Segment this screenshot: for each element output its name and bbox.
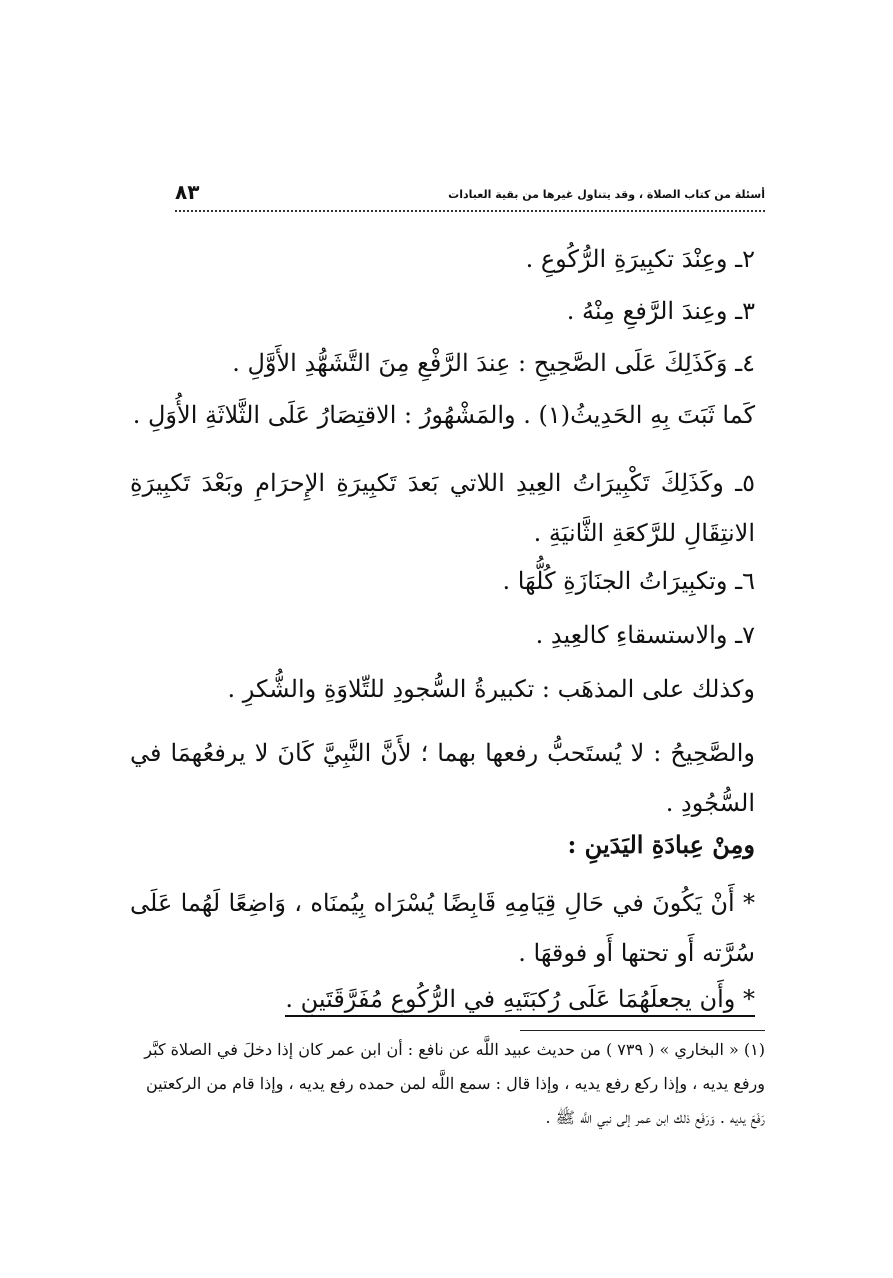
paragraph-hadith-note: كَما ثَبَتَ بِهِ الحَدِيثُ(١) . والمَشْهُورُ : الاقتِصَارُ عَلَى الثَّلاثَةِ الأُوَلِ .: [132, 401, 755, 429]
paragraph-item-4: ٤ـ وَكَذَلِكَ عَلَى الصَّحِيحِ : عِندَ الرَّفْعِ مِنَ التَّشَهُّدِ الأَوَّلِ .: [232, 349, 755, 377]
paragraph-item-6: ٦ـ وتكبِيرَاتُ الجنَازَةِ كُلُّهَا .: [502, 567, 755, 595]
paragraph-madhhab: وكذلك على المذهَب : تكبيرةُ السُّجودِ للتِّلاوَةِ والشُّكرِ .: [227, 675, 755, 703]
paragraph-ruku: [130, 984, 755, 1014]
header-divider: [175, 210, 765, 212]
paragraph-item-3: ٣ـ وعِندَ الرَّفعِ مِنْهُ .: [566, 297, 755, 325]
footnote-line-1: (١) « البخاري » ( ٧٣٩ ) من حديث عبيد اللَّه عن نافع : أن ابن عمر كان إذا دخلَ في الصلاة كبَّر: [144, 1040, 765, 1059]
underlined-text: * وأَن يجعلَهُمَا عَلَى رُكبَتَيهِ في الرُّكُوعِ مُفَرَّقَتَينِ .: [285, 985, 755, 1017]
header-title: أسئلة من كتاب الصلاة ، وقد يتناول غيرها من بقية العبادات: [448, 188, 765, 201]
paragraph-item-7: ٧ـ والاستسقاءِ كالعِيدِ .: [535, 621, 755, 649]
paragraph-item-5: ٥ـ وكَذَلِكَ تَكْبِيرَاتُ العِيدِ اللاتي بَعدَ تَكبِيرَةِ الإِحرَامِ وبَعْدَ تَكبِيرَةِ الانتِقَالِ للرَّكعَةِ الثَّانيَةِ .: [130, 469, 755, 547]
paragraph-item-2: ٢ـ وعِنْدَ تكبِيرَةِ الرُّكُوعِ .: [525, 245, 755, 273]
footnote-divider: [520, 1030, 765, 1031]
footnote-line-3: رَفَعَ يديه . وَرَفَع ذلك ابن عمر إلى نبي اللَّه ﷺ .: [545, 1108, 765, 1127]
page-number: ٨٣: [175, 180, 200, 204]
running-header: [175, 178, 765, 208]
paragraph-sahih: والصَّحِيحُ : لا يُستَحبُّ رفعها بهما ؛ لأَنَّ النَّبِيَّ كَانَ لا يرفعُهمَا في السُّجُودِ .: [130, 739, 755, 817]
footnote-line-2: ورفع يديه ، وإذا ركع رفع يديه ، وإذا قال : سمع اللَّه لمن حمده رفع يديه ، وإذا قام من الركعتين: [145, 1074, 765, 1093]
section-heading-hands: ومِنْ عِبادَةِ اليَدَينِ :: [567, 830, 755, 859]
paragraph-qiyam: * أَنْ يَكُونَ في حَالِ قِيَامِهِ قَابِضًا يُسْرَاه بِيُمنَاه ، وَاضِعًا لَهُما عَلَى سُرَّته أَو تحتها أَو فوقهَا .: [130, 889, 755, 967]
